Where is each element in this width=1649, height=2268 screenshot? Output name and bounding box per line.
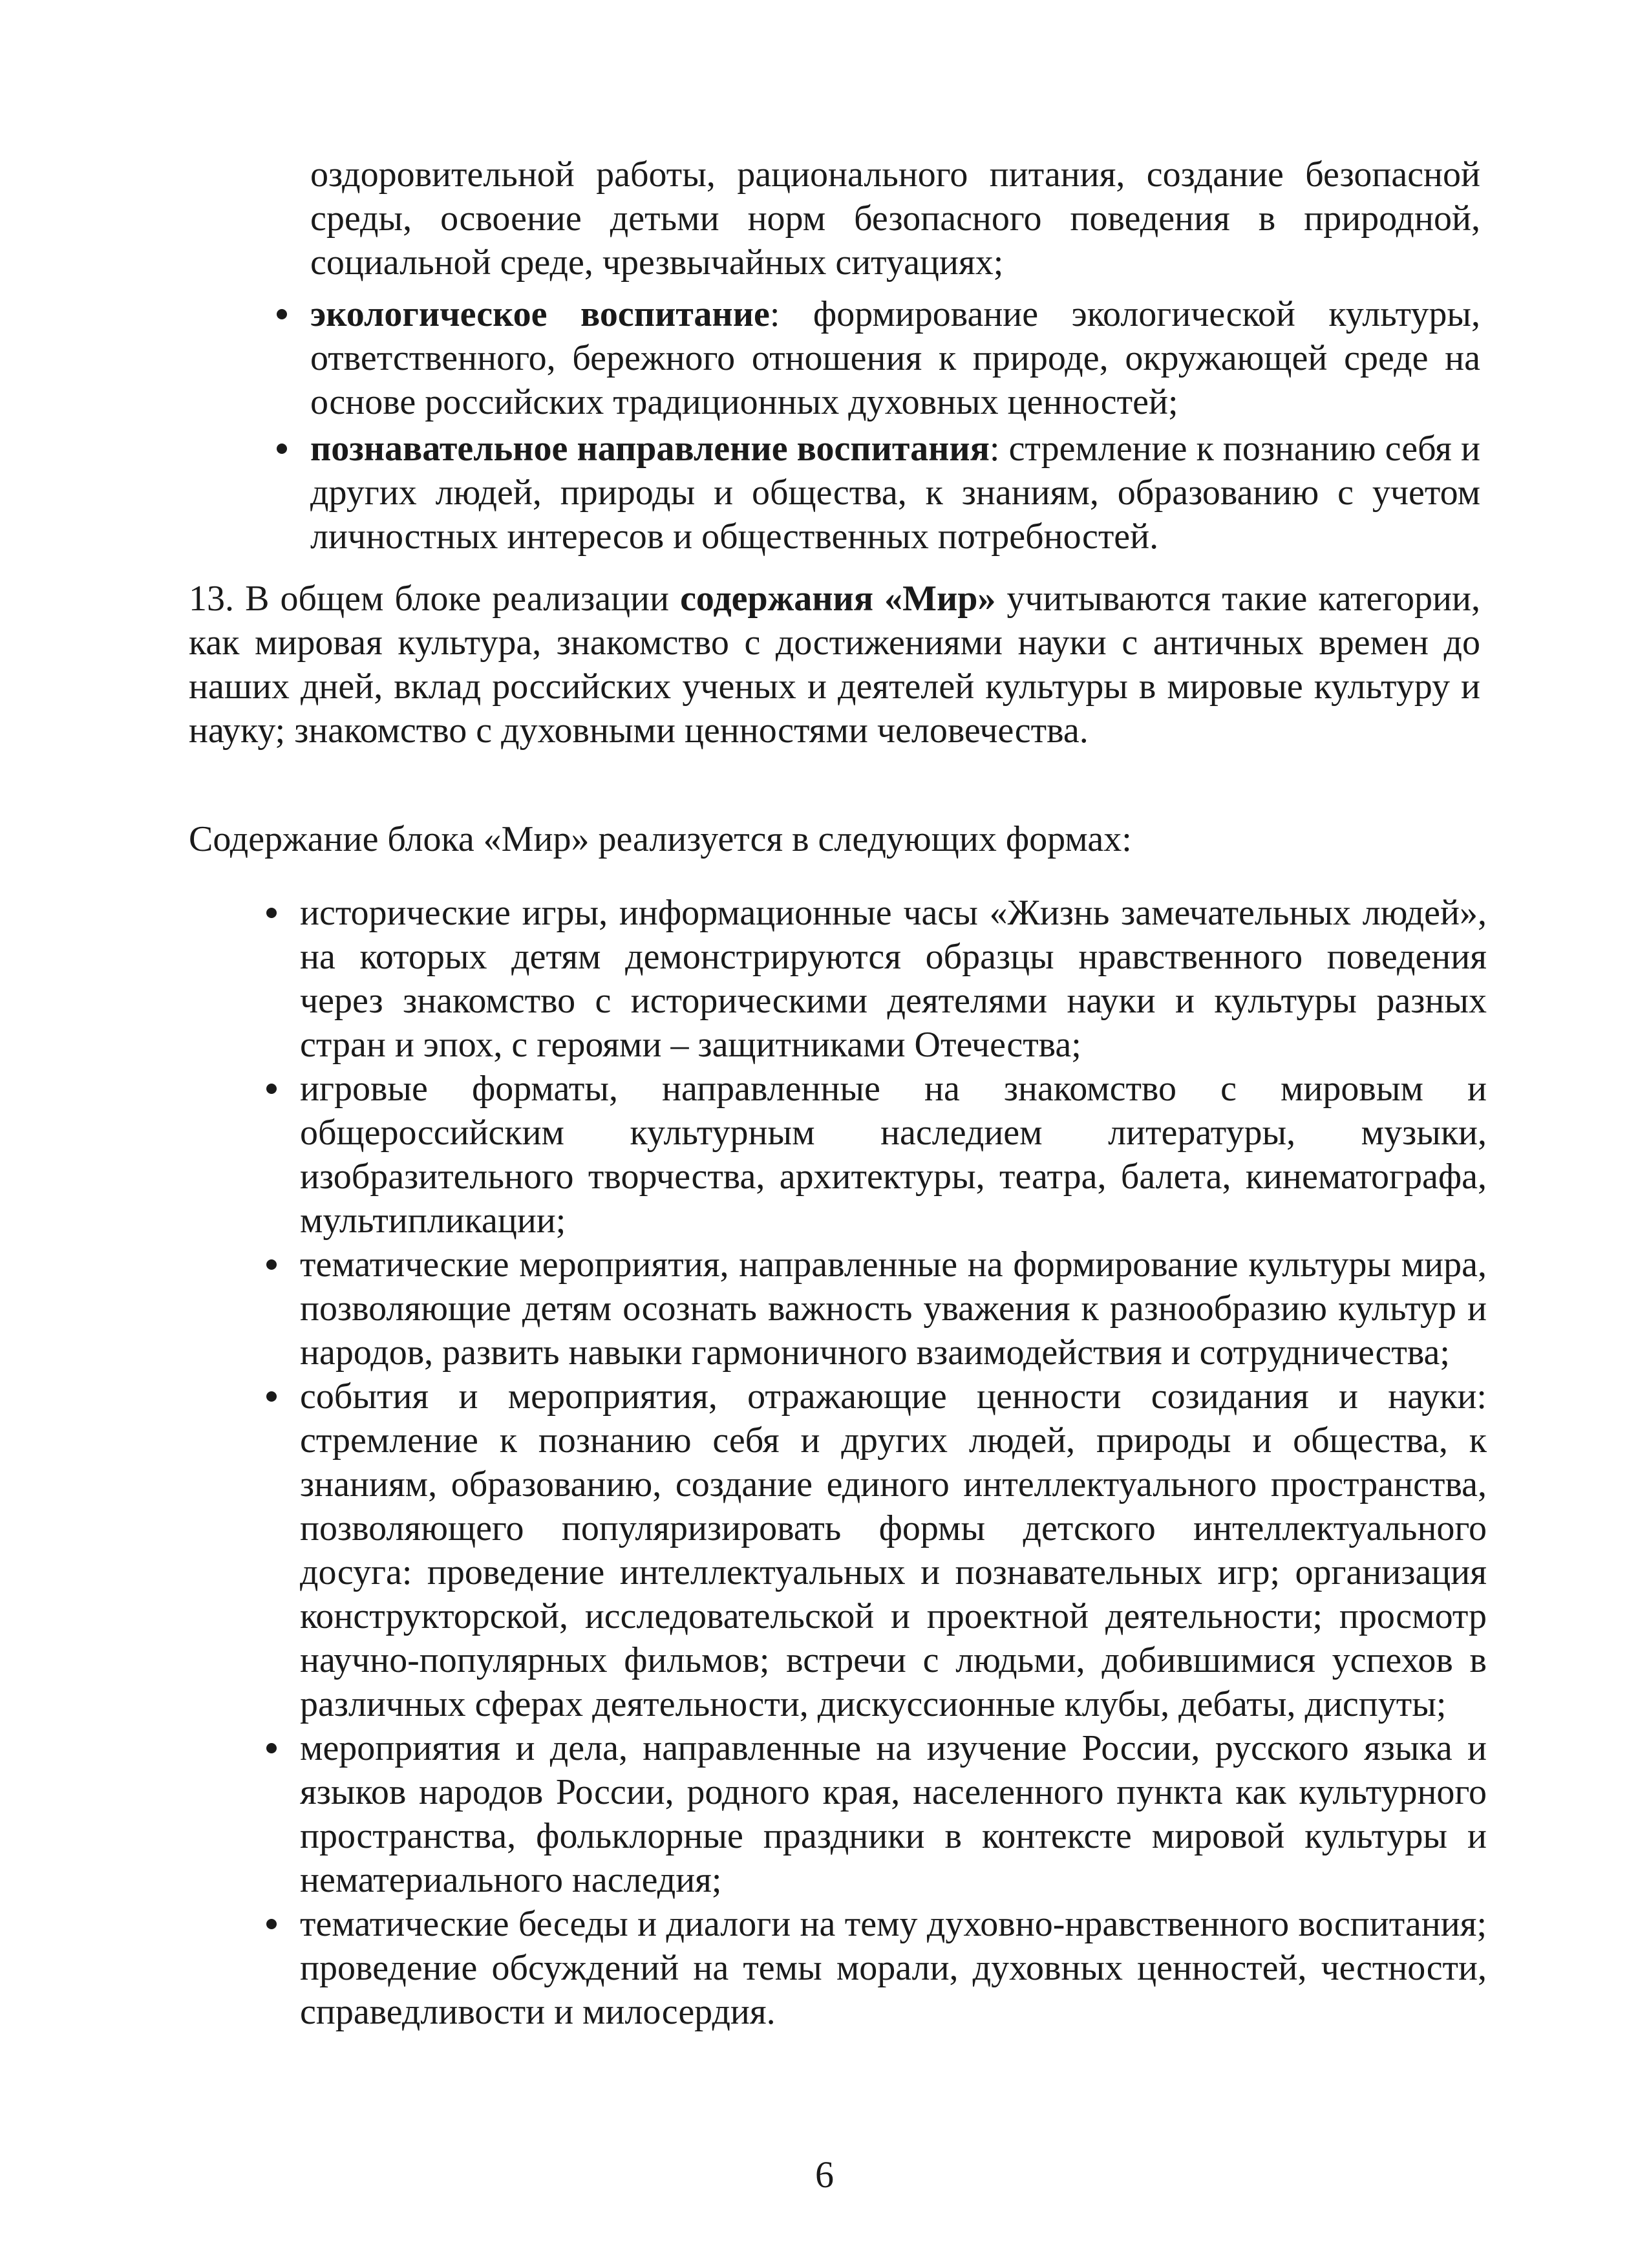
form-text: мероприятия и дела, направленные на изучение России, русского языка и языков народов России, родного края, населенного пункта как культурного пространства, фольклорные праздники в контексте мировой культуры и нематериального наследия; [300,1728,1487,1900]
bullet-icon [266,1919,277,1929]
forms-intro-text: Содержание блока «Мир» реализуется в следующих формах: [189,819,1132,859]
page-number: 6 [815,2154,834,2196]
section-13-rest: учитываются такие категории, как мировая культура, знакомство с достижениями науки с античных времен до наших дней, вклад российских ученых и деятелей культуры в мировые культуру и науку; знакомство с духовными ценностями человечества. [189,579,1480,751]
list-item [310,292,1480,424]
list-item [300,1243,1487,1375]
bullet-icon [266,1391,277,1402]
list-item [300,1375,1487,1726]
section-13-lead: 13. В общем блоке реализации [189,579,681,619]
form-text: исторические игры, информационные часы «Жизнь замечательных людей», на которых детям демонстрируются образцы нравственного поведения через знакомство с историческими деятелями науки и культуры разных стран и эпох, с героями – защитниками Отечества; [300,893,1487,1065]
continuation-paragraph [310,153,1480,284]
form-text: тематические беседы и диалоги на тему духовно-нравственного воспитания; проведение обсуждений на темы морали, духовных ценностей, честности, справедливости и милосердия. [300,1904,1487,2032]
direction-term: познавательное направление воспитания [310,429,990,469]
bullet-icon [266,1743,277,1753]
list-item [310,427,1480,559]
section-13-paragraph [189,577,1480,753]
list-item [300,1067,1487,1243]
form-text: тематические мероприятия, направленные на формирование культуры мира, позволяющие детям осознать важность уважения к разнообразию культур и народов, развить навыки гармоничного взаимодействия и сотрудничества; [300,1245,1487,1373]
bullet-icon [266,1084,277,1094]
form-text: события и мероприятия, отражающие ценности созидания и науки: стремление к познанию себя и других людей, природы и общества, к знаниям, образованию, создание единого интеллектуального пространства, позволяющего популяризировать формы детского интеллектуального досуга: проведение интеллектуальных и познавательных игр; организация конструкторской, исследовательской и проектной деятельности; просмотр научно-популярных фильмов; встречи с людьми, добившимися успехов в различных сферах деятельности, дискуссионные клубы, дебаты, диспуты; [300,1376,1487,1724]
forms-intro [189,817,1480,861]
section-13-bold: содержания «Мир» [680,579,996,619]
form-text: игровые форматы, направленные на знакомство с мировым и общероссийским культурным наследием литературы, музыки, изобразительного творчества, архитектуры, театра, балета, кинематографа, мультипликации; [300,1069,1487,1241]
forms-list [300,891,1487,2034]
directions-list [310,292,1480,559]
bullet-icon [266,908,277,918]
bullet-icon [266,1259,277,1270]
bullet-icon [277,444,287,454]
list-item [300,1726,1487,1902]
list-item [300,891,1487,1067]
direction-term: экологическое воспитание [310,294,770,334]
bullet-icon [277,309,287,319]
list-item [300,1902,1487,2034]
direction-text: : формирование экологической культуры, ответственного, бережного отношения к природе, окружающей среде на основе российских традиционных духовных ценностей; [310,294,1480,422]
continuation-text: оздоровительной работы, рационального питания, создание безопасной среды, освоение детьми норм безопасного поведения в природной, социальной среде, чрезвычайных ситуациях; [310,155,1480,283]
direction-text: : стремление к познанию себя и других людей, природы и общества, к знаниям, образованию с учетом личностных интересов и общественных потребностей. [310,429,1480,557]
